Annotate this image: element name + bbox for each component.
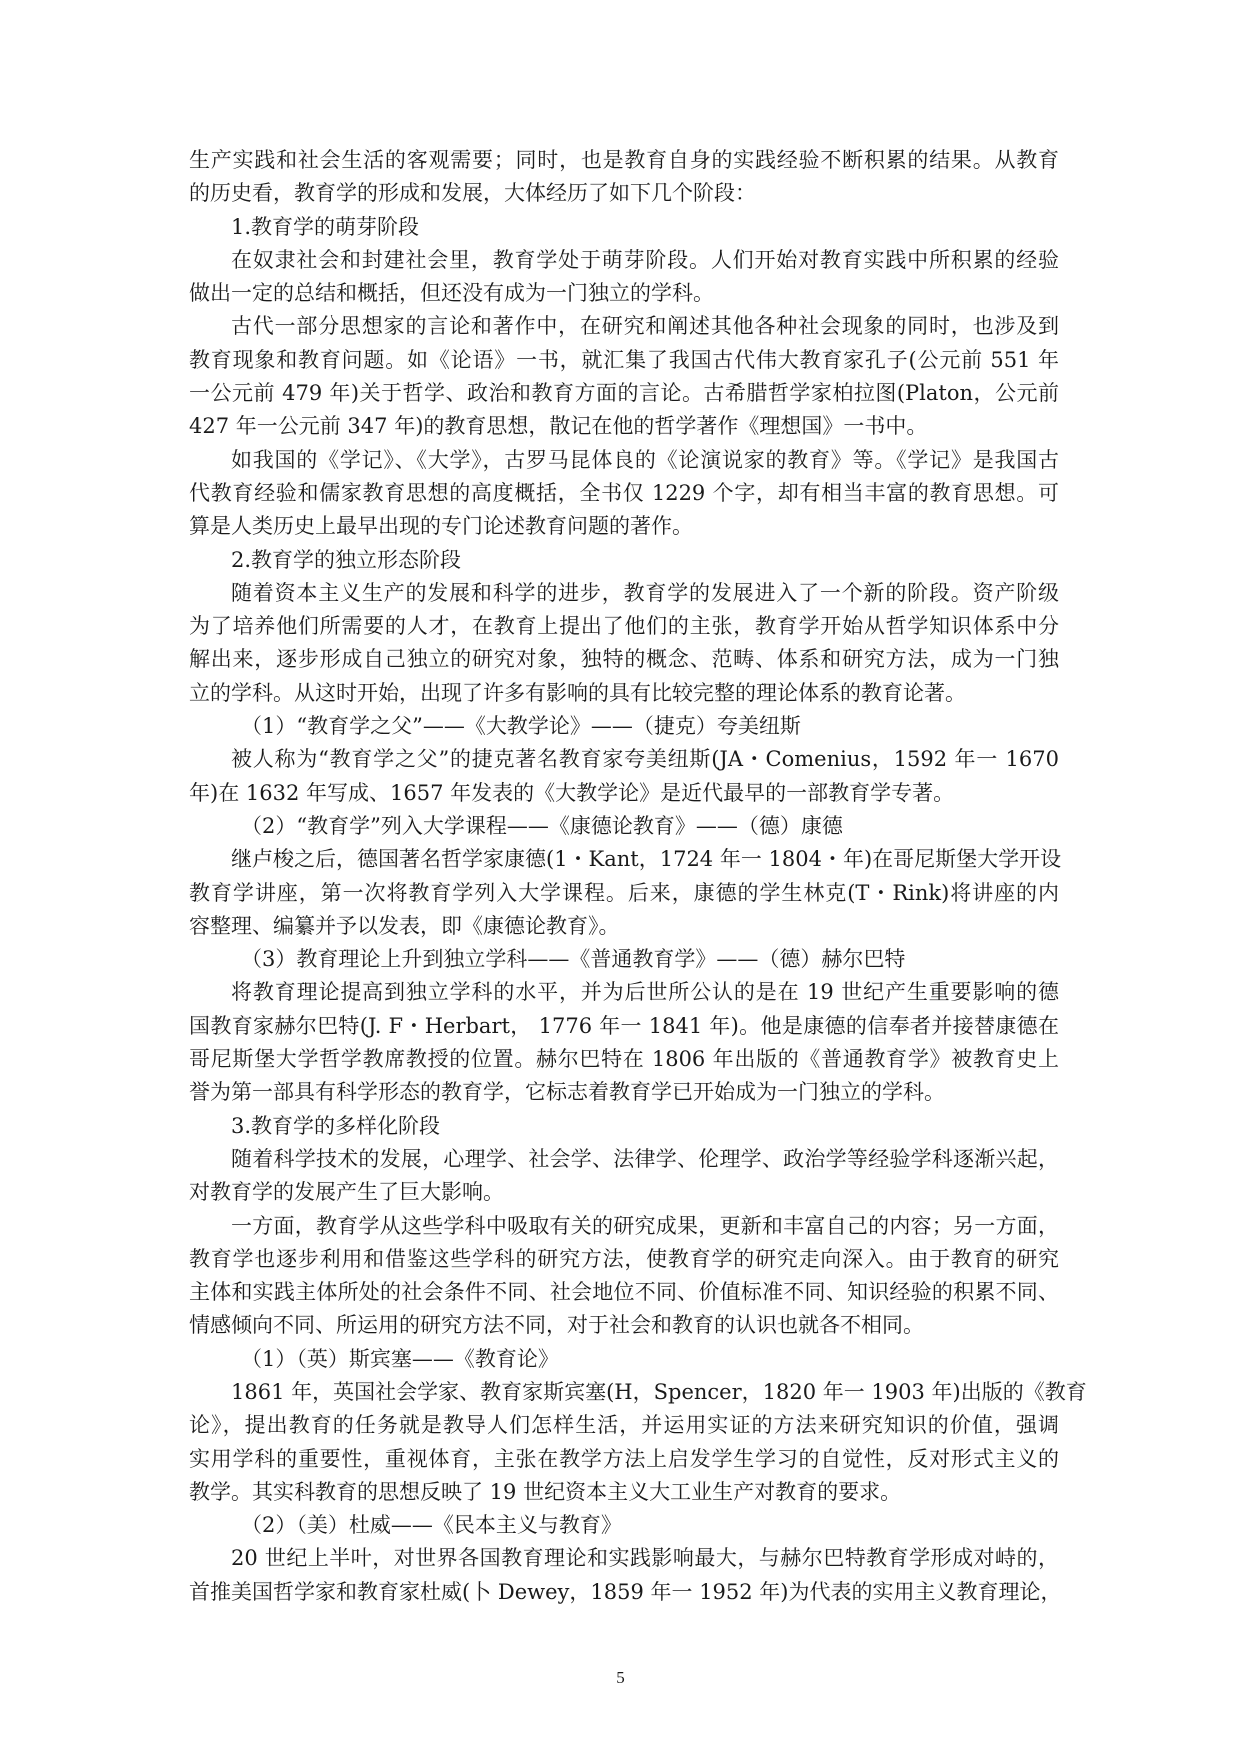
text-line: 古代一部分思想家的言论和著作中，在研究和阐述其他各种社会现象的同时，也涉及到: [231, 314, 1059, 339]
text-line: 1861 年，英国社会学家、教育家斯宾塞(H，Spencer，1820 年一 1903 年)出版的《教育: [231, 1379, 1087, 1404]
text-line: 一方面，教育学从这些学科中吸取有关的研究成果，更新和丰富自己的内容；另一方面，: [231, 1213, 1059, 1238]
section-heading: 2.教育学的独立形态阶段: [231, 547, 462, 572]
text-line: 教育学讲座，第一次将教育学列入大学课程。后来，康德的学生林克(T・Rink)将讲座的内: [189, 880, 1059, 905]
text-line: 的历史看，教育学的形成和发展，大体经历了如下几个阶段：: [189, 181, 756, 206]
text-line: 在奴隶社会和封建社会里，教育学处于萌芽阶段。人们开始对教育实践中所积累的经验: [231, 247, 1059, 272]
page-number: 5: [616, 1668, 625, 1687]
text-line: 随着科学技术的发展，心理学、社会学、法律学、伦理学、政治学等经验学科逐渐兴起，: [231, 1146, 1059, 1171]
text-line: 论》，提出教育的任务就是教导人们怎样生活，并运用实证的方法来研究知识的价值，强调: [189, 1413, 1059, 1438]
text-line: 生产实践和社会生活的客观需要；同时，也是教育自身的实践经验不断积累的结果。从教育: [189, 148, 1059, 172]
text-line: 解出来，逐步形成自己独立的研究对象，独特的概念、范畴、体系和研究方法，成为一门独: [189, 647, 1059, 672]
subsection-heading: （3）教育理论上升到独立学科——《普通教育学》——（德）赫尔巴特: [241, 947, 906, 972]
text-line: 继卢梭之后，德国著名哲学家康德(1・Kant，1724 年一 1804・年)在哥尼斯堡大学开设: [231, 847, 1062, 872]
text-line: 做出一定的总结和概括，但还没有成为一门独立的学科。: [189, 281, 714, 306]
subsection-heading: （1）“教育学之父”——《大教学论》——（捷克）夸美纽斯: [241, 714, 801, 739]
text-line: 算是人类历史上最早出现的专门论述教育问题的著作。: [189, 514, 693, 539]
text-line: 教育学也逐步利用和借鉴这些学科的研究方法，使教育学的研究走向深入。由于教育的研究: [189, 1246, 1059, 1271]
text-line: 20 世纪上半叶，对世界各国教育理论和实践影响最大，与赫尔巴特教育学形成对峙的，: [231, 1546, 1059, 1571]
text-line: 教育现象和教育问题。如《论语》一书，就汇集了我国古代伟大教育家孔子(公元前 551 年: [189, 347, 1059, 372]
text-line: 427 年一公元前 347 年)的教育思想，散记在他的哲学著作《理想国》一书中。: [189, 414, 928, 439]
text-line: 国教育家赫尔巴特(J. F・Herbart， 1776 年一 1841 年)。他是康德的信奉者并接替康德在: [189, 1013, 1059, 1038]
text-line: 容整理、编纂并予以发表，即《康德论教育》。: [189, 913, 620, 938]
text-line: 教学。其实科教育的思想反映了 19 世纪资本主义大工业生产对教育的要求。: [189, 1479, 902, 1504]
text-line: 情感倾向不同、所运用的研究方法不同，对于社会和教育的认识也就各不相同。: [189, 1313, 924, 1338]
section-heading: 1.教育学的萌芽阶段: [231, 214, 420, 239]
text-line: 如我国的《学记》、《大学》，古罗马昆体良的《论演说家的教育》等。《学记》是我国古: [231, 447, 1059, 472]
subsection-heading: （2）“教育学”列入大学课程——《康德论教育》——（德）康德: [241, 813, 843, 838]
text-line: 为了培养他们所需要的人才，在教育上提出了他们的主张，教育学开始从哲学知识体系中分: [189, 614, 1059, 639]
text-line: 被人称为“教育学之父”的捷克著名教育家夸美纽斯(JA・Comenius，1592 年一 1670: [231, 747, 1059, 772]
text-line: 首推美国哲学家和教育家杜威(卜 Dewey，1859 年一 1952 年)为代表的实用主义教育理论，: [189, 1579, 1062, 1604]
text-line: 将教育理论提高到独立学科的水平，并为后世所公认的是在 19 世纪产生重要影响的德: [231, 980, 1059, 1005]
text-line: 代教育经验和儒家教育思想的高度概括，全书仅 1229 个字，却有相当丰富的教育思想。可: [189, 480, 1059, 505]
text-line: 对教育学的发展产生了巨大影响。: [189, 1180, 504, 1205]
text-line: 主体和实践主体所处的社会条件不同、社会地位不同、价值标准不同、知识经验的积累不同、: [189, 1280, 1059, 1305]
section-heading: 3.教育学的多样化阶段: [231, 1113, 441, 1138]
text-line: 誉为第一部具有科学形态的教育学，它标志着教育学已开始成为一门独立的学科。: [189, 1080, 945, 1105]
subsection-heading: （1）（英）斯宾塞——《教育论》: [241, 1346, 559, 1371]
body-text: [189, 144, 1087, 1609]
text-line: 年)在 1632 年写成、1657 年发表的《大教学论》是近代最早的一部教育学专著。: [189, 780, 955, 805]
subsection-heading: （2）（美）杜威——《民本主义与教育》: [241, 1513, 622, 1538]
text-line: 哥尼斯堡大学哲学教席教授的位置。赫尔巴特在 1806 年出版的《普通教育学》被教育史上: [189, 1047, 1059, 1072]
text-line: 立的学科。从这时开始，出现了许多有影响的具有比较完整的理论体系的教育论著。: [189, 680, 966, 705]
text-line: 随着资本主义生产的发展和科学的进步，教育学的发展进入了一个新的阶段。资产阶级: [231, 580, 1059, 605]
text-line: 实用学科的重要性，重视体育，主张在教学方法上启发学生学习的自觉性，反对形式主义的: [189, 1446, 1059, 1471]
text-line: 一公元前 479 年)关于哲学、政治和教育方面的言论。古希腊哲学家柏拉图(Platon，公元前: [189, 381, 1059, 406]
